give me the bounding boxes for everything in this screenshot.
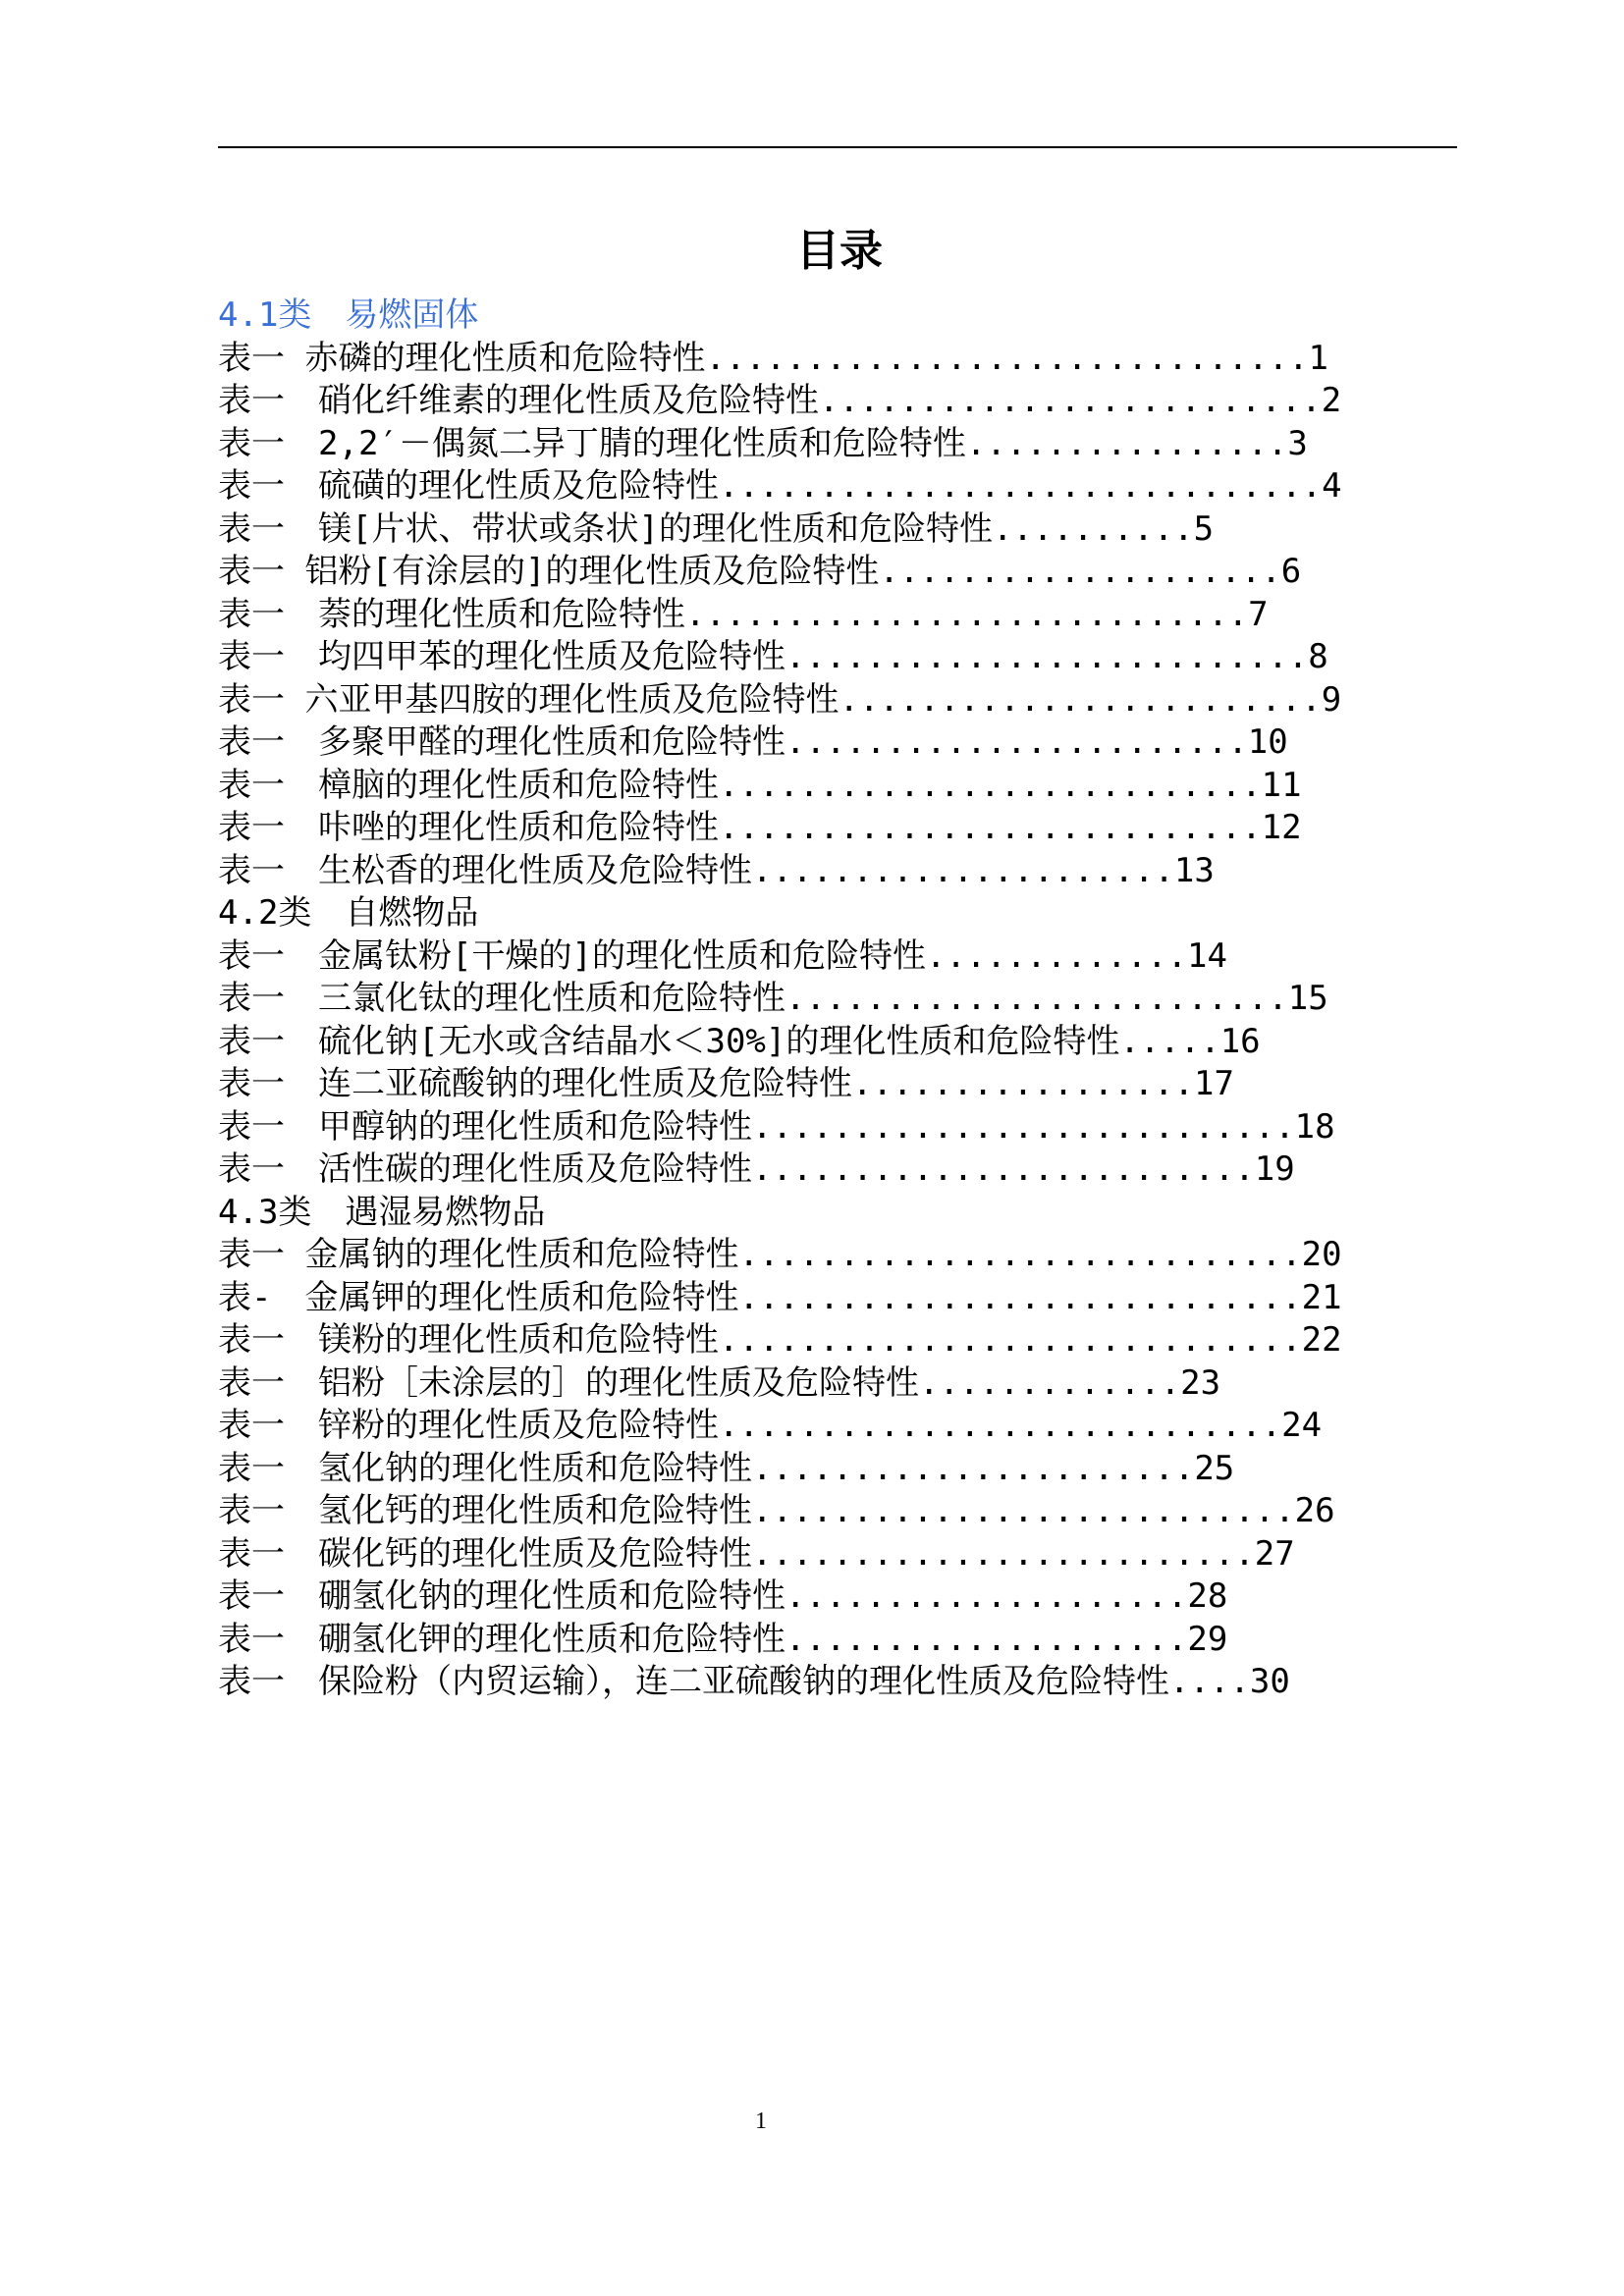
toc-entry[interactable]: 表一 赤磷的理化性质和危险特性..............................1 <box>218 338 1329 378</box>
toc-section-heading[interactable]: 4.1类 易燃固体 <box>218 295 479 335</box>
toc-entry[interactable]: 表一 碳化钙的理化性质及危险特性.........................27 <box>218 1533 1295 1574</box>
toc-entry[interactable]: 表一 生松香的理化性质及危险特性.....................13 <box>218 850 1215 890</box>
toc-entry[interactable]: 表- 金属钾的理化性质和危险特性............................21 <box>218 1277 1342 1317</box>
toc-entry[interactable]: 表一 硼氢化钠的理化性质和危险特性....................28 <box>218 1576 1228 1616</box>
toc-entry[interactable]: 表一 硫磺的理化性质及危险特性..............................4 <box>218 466 1342 506</box>
toc-entry[interactable]: 表一 锌粉的理化性质及危险特性............................24 <box>218 1406 1323 1445</box>
toc-entry[interactable]: 表一 氢化钙的理化性质和危险特性...........................26 <box>218 1491 1335 1530</box>
toc-entry[interactable]: 表一 铝粉［未涂层的］的理化性质及危险特性.............23 <box>218 1362 1221 1403</box>
toc-entry[interactable]: 表一 三氯化钛的理化性质和危险特性.........................15 <box>218 979 1328 1018</box>
header-rule <box>218 146 1457 148</box>
toc-section-heading[interactable]: 4.2类 自燃物品 <box>218 893 479 933</box>
toc-entry[interactable]: 表一 金属钠的理化性质和危险特性............................20 <box>218 1235 1342 1274</box>
table-of-contents <box>218 294 1457 1704</box>
toc-entry[interactable]: 表一 六亚甲基四胺的理化性质及危险特性........................9 <box>218 679 1342 720</box>
toc-entry[interactable]: 表一 铝粉[有涂层的]的理化性质及危险特性....................6 <box>218 552 1302 591</box>
toc-entry[interactable]: 表一 氢化钠的理化性质和危险特性......................25 <box>218 1448 1235 1488</box>
page-number: 1 <box>755 2109 767 2134</box>
toc-entry[interactable]: 表一 萘的理化性质和危险特性............................7 <box>218 594 1269 634</box>
toc-entry[interactable]: 表一 2,2′－偶氮二异丁腈的理化性质和危险特性................3 <box>218 423 1308 463</box>
toc-entry[interactable]: 表一 镁[片状、带状或条状]的理化性质和危险特性..........5 <box>218 508 1215 549</box>
toc-entry[interactable]: 表一 硫化钠[无水或含结晶水＜30%]的理化性质和危险特性.....16 <box>218 1021 1261 1061</box>
toc-entry[interactable]: 表一 活性碳的理化性质及危险特性.........................19 <box>218 1149 1295 1189</box>
toc-entry[interactable]: 表一 樟脑的理化性质和危险特性...........................11 <box>218 765 1302 805</box>
toc-entry[interactable]: 表一 保险粉（内贸运输），连二亚硫酸钠的理化性质及危险特性....30 <box>218 1662 1290 1701</box>
toc-entry[interactable]: 表一 金属钛粉[干燥的]的理化性质和危险特性.............14 <box>218 935 1227 976</box>
toc-section-heading[interactable]: 4.3类 遇湿易燃物品 <box>218 1192 546 1232</box>
toc-entry[interactable]: 表一 多聚甲醛的理化性质和危险特性.......................10 <box>218 722 1288 762</box>
toc-entry[interactable]: 表一 咔唑的理化性质和危险特性...........................12 <box>218 808 1302 847</box>
toc-entry[interactable]: 表一 镁粉的理化性质和危险特性.............................22 <box>218 1320 1342 1360</box>
toc-entry[interactable]: 表一 硼氢化钾的理化性质和危险特性....................29 <box>218 1619 1228 1659</box>
toc-entry[interactable]: 表一 均四甲苯的理化性质及危险特性..........................8 <box>218 637 1328 676</box>
page-title: 目录 <box>796 226 883 276</box>
toc-entry[interactable]: 表一 连二亚硫酸钠的理化性质及危险特性.................17 <box>218 1064 1234 1103</box>
toc-entry[interactable]: 表一 硝化纤维素的理化性质及危险特性.........................2 <box>218 381 1342 420</box>
toc-entry[interactable]: 表一 甲醇钠的理化性质和危险特性...........................18 <box>218 1106 1335 1147</box>
